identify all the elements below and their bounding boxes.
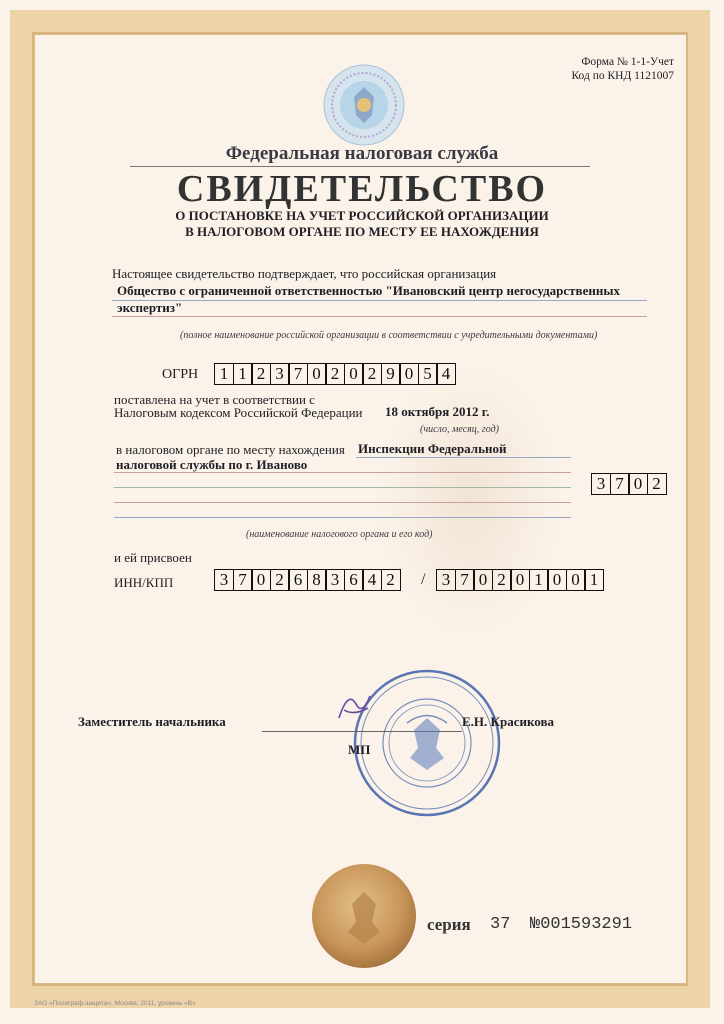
date-caption: (число, месяц, год) (420, 424, 499, 435)
ogrn-digit-box: 0 (344, 363, 364, 385)
inn-boxes (214, 569, 399, 591)
registered-line-1: поставлена на учет в соответствии с (114, 392, 315, 407)
kpp-digit-box: 0 (473, 569, 493, 591)
document-title: СВИДЕТЕЛЬСТВО (176, 168, 548, 210)
ogrn-digit-box: 1 (214, 363, 234, 385)
inn-digit-box: 0 (251, 569, 271, 591)
kpp-digit-box: 0 (566, 569, 586, 591)
inn-digit-box: 6 (288, 569, 308, 591)
certificate-number: №001593291 (530, 915, 633, 934)
ogrn-digit-box: 3 (270, 363, 290, 385)
kpp-digit-box: 0 (510, 569, 530, 591)
inn-kpp-separator: / (421, 571, 426, 588)
stamp-place-mark: МП (348, 742, 371, 757)
office-code-boxes (591, 473, 665, 495)
form-code (571, 55, 674, 83)
inn-digit-box: 2 (270, 569, 290, 591)
org-name-line-1: Общество с ограниченной ответственностью "Ивановский центр негосударственных (117, 283, 620, 298)
series-number: 37 (490, 915, 511, 934)
tax-office-line-2: налоговой службы по г. Иваново (116, 457, 308, 472)
inn-digit-box: 2 (381, 569, 401, 591)
ogrn-digit-box: 2 (251, 363, 271, 385)
org-caption: (полное наименование российской организации в соответствии с учредительными документами) (180, 330, 598, 341)
office-code-digit-box: 3 (591, 473, 611, 495)
org-name-line-2: экспертиз" (117, 300, 183, 315)
intro-text: Настоящее свидетельство подтверждает, что российская организация (112, 266, 497, 281)
ogrn-digit-box: 0 (307, 363, 327, 385)
inn-digit-box: 3 (214, 569, 234, 591)
background-emblem (375, 360, 565, 640)
kpp-digit-box: 7 (455, 569, 475, 591)
inn-digit-box: 8 (307, 569, 327, 591)
inn-digit-box: 3 (325, 569, 345, 591)
kpp-digit-box: 1 (584, 569, 604, 591)
gold-seal-icon (310, 862, 418, 970)
subtitle-line-2: В НАЛОГОВОМ ОРГАНЕ ПО МЕСТУ ЕЕ НАХОЖДЕНИЯ (185, 224, 539, 239)
ogrn-digit-box: 4 (436, 363, 456, 385)
kpp-digit-box: 1 (529, 569, 549, 591)
ogrn-boxes (214, 363, 455, 385)
kpp-boxes (436, 569, 603, 591)
form-number: Форма № 1-1-Учет (581, 56, 674, 68)
ogrn-digit-box: 2 (362, 363, 382, 385)
tax-office-prefix: в налоговом органе по месту нахождения (116, 442, 345, 457)
printer-info: ЗАО «Полиграф-защита», Москва, 2011, уровень «В» (34, 1000, 196, 1007)
assigned-text: и ей присвоен (114, 550, 192, 565)
subtitle-line-1: О ПОСТАНОВКЕ НА УЧЕТ РОССИЙСКОЙ ОРГАНИЗАЦИИ (175, 208, 549, 223)
kpp-digit-box: 3 (436, 569, 456, 591)
office-code-digit-box: 2 (647, 473, 667, 495)
inn-digit-box: 7 (233, 569, 253, 591)
tax-office-line-1: Инспекции Федеральной (358, 441, 507, 456)
inn-kpp-label: ИНН/КПП (114, 575, 174, 590)
kpp-digit-box: 0 (547, 569, 567, 591)
office-code-digit-box: 7 (610, 473, 630, 495)
signature-icon (334, 688, 376, 728)
office-caption: (наименование налогового органа и его код) (246, 529, 433, 540)
registered-line-2: Налоговым кодексом Российской Федерации (114, 405, 363, 420)
kpp-digit-box: 2 (492, 569, 512, 591)
knd-code: Код по КНД 1121007 (571, 70, 674, 82)
ogrn-digit-box: 5 (418, 363, 438, 385)
signer-name: Е.Н. Красикова (462, 714, 554, 729)
registration-date: 18 октября 2012 г. (385, 404, 490, 419)
ogrn-digit-box: 1 (233, 363, 253, 385)
inn-digit-box: 6 (344, 569, 364, 591)
hologram-emblem-icon (322, 63, 406, 147)
ogrn-label: ОГРН (162, 367, 199, 382)
deputy-title: Заместитель начальника (78, 714, 226, 729)
agency-name: Федеральная налоговая служба (225, 143, 499, 164)
office-code-digit-box: 0 (628, 473, 648, 495)
inn-digit-box: 4 (362, 569, 382, 591)
ogrn-digit-box: 0 (399, 363, 419, 385)
ogrn-digit-box: 7 (288, 363, 308, 385)
ogrn-digit-box: 2 (325, 363, 345, 385)
ogrn-digit-box: 9 (381, 363, 401, 385)
series-label: серия (427, 915, 471, 934)
